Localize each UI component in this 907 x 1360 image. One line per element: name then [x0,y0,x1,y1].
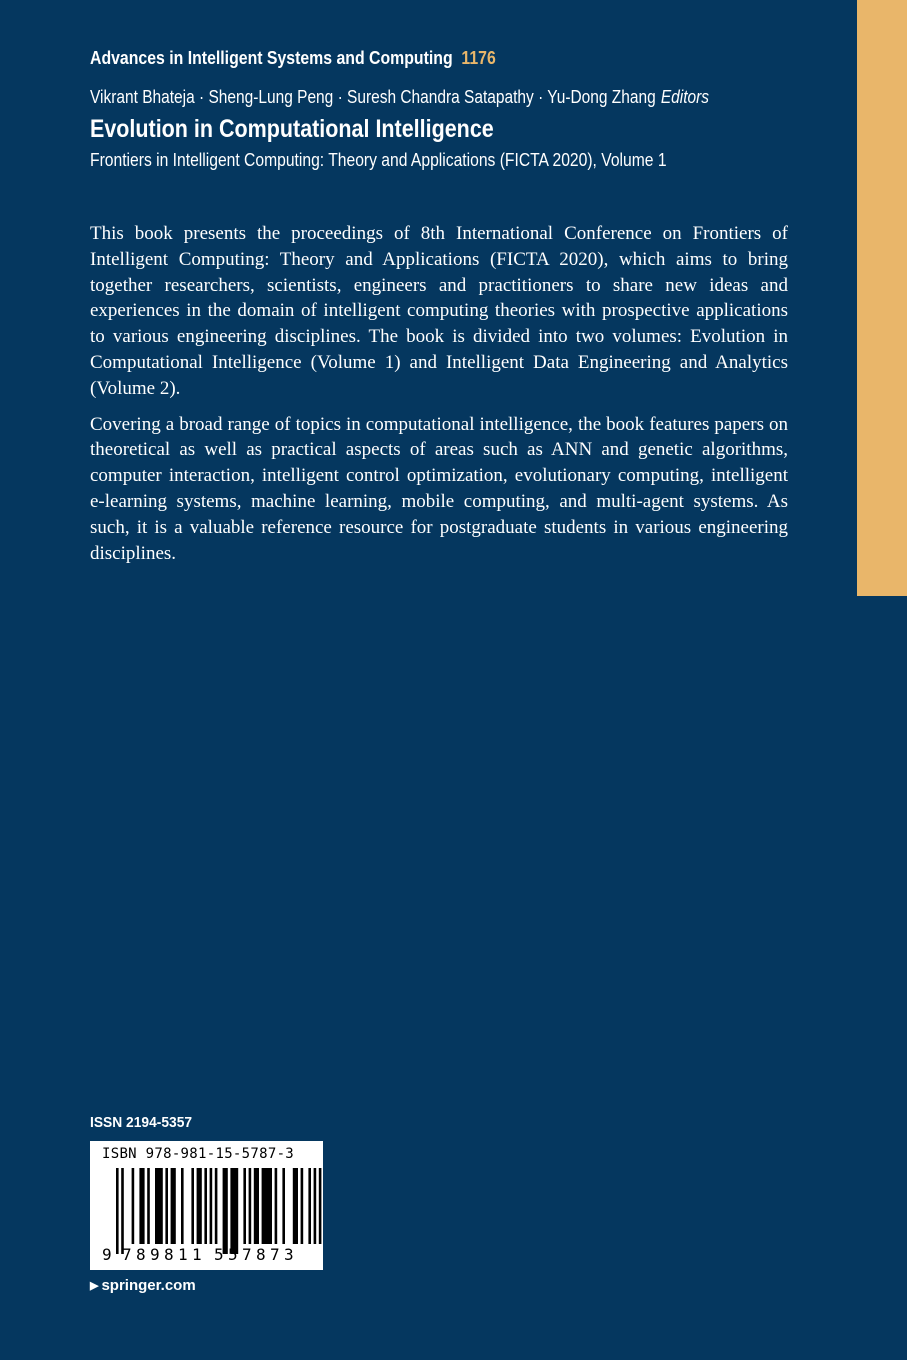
barcode-bar [293,1168,298,1244]
barcode-bar [254,1168,259,1244]
barcode-bar [249,1168,252,1244]
barcode-digit: 5 [214,1245,224,1264]
barcode-digit: 8 [136,1245,146,1264]
barcode-bar [191,1168,194,1244]
barcode-digit: 8 [256,1245,266,1264]
barcode-bar [215,1168,218,1244]
website-label: springer.com [101,1277,196,1294]
barcode-bar [301,1168,304,1244]
barcode-digit: 7 [270,1245,280,1264]
description-paragraph-1: This book presents the proceedings of 8th International Conference on Frontiers of Intelligent Computing: Theory and Applications (FICTA 2020), which aims to bring together researchers, scientists, engineers and practitioners to share new ideas and experiences in the domain of intelligent computing theories with prospective applications to various engineering disciplines. The book is divided into two volumes: Evolution in Computational Intelligence (Volume 1) and Intelligent Data Engineering and Analytics (Volume 2). [90,223,788,399]
issn-label: ISSN 2194-5357 [90,1114,193,1131]
barcode-bar [243,1168,246,1244]
barcode-digit: 1 [192,1245,202,1264]
barcode-bar [282,1168,285,1244]
triangle-right-icon: ▶ [90,1280,99,1292]
barcode-bar [210,1168,213,1244]
book-title: Evolution in Computational Intelligence [90,115,494,143]
barcode-bar [171,1168,176,1244]
barcode-bar [204,1168,207,1244]
barcode-bar [132,1168,135,1244]
book-subtitle: Frontiers in Intelligent Computing: Theory and Applications (FICTA 2020), Volume 1 [90,150,667,170]
spine-color-tab [857,0,907,596]
barcode-bar [223,1168,228,1254]
barcode-bar [139,1168,144,1244]
barcode-bar [147,1168,150,1244]
publisher-website[interactable] [90,1277,196,1294]
barcode-digit: 3 [284,1245,294,1264]
barcode-digit: 7 [242,1245,252,1264]
barcode-bar [262,1168,272,1244]
barcode-bar [319,1168,322,1244]
description-paragraph-2: Covering a broad range of topics in computational intelligence, the book features papers on theoretical as well as practical aspects of areas such as ANN and genetic algorithms, computer interaction, intelligent control optimization, evolutionary computing, intelligent e-learning systems, machine learning, mobile computing, and multi-agent systems. As such, it is a valuable reference resource for postgraduate students in various engineering disciplines. [90,413,788,564]
barcode-bar [155,1168,163,1244]
barcode-bar [230,1168,238,1254]
barcode-bar [121,1168,124,1254]
barcode-bar [308,1168,311,1244]
barcode-digit: 7 [122,1245,132,1264]
series-line [90,48,496,69]
series-name: Advances in Intelligent Systems and Computing [90,48,453,68]
barcode-digit: 9 [150,1245,160,1264]
barcode-bar [275,1168,278,1244]
barcode-bar [165,1168,168,1244]
isbn-barcode [90,1141,323,1270]
editor-names: Vikrant Bhateja · Sheng-Lung Peng · Suresh Chandra Satapathy · Yu-Dong Zhang [90,87,656,107]
editors-role: Editors [660,87,710,107]
barcode-bar [116,1168,119,1254]
editors-line [90,87,709,108]
book-description [90,221,788,576]
series-number: 1176 [461,48,496,68]
isbn-label: ISBN 978-981-15-5787-3 [102,1146,295,1162]
barcode-digit: 8 [164,1245,174,1264]
barcode-digit: 1 [178,1245,188,1264]
barcode-digit: 5 [228,1245,238,1264]
barcode-bar [181,1168,184,1244]
barcode-bar [314,1168,317,1244]
barcode-digit: 9 [102,1245,112,1264]
barcode-bar [197,1168,202,1244]
